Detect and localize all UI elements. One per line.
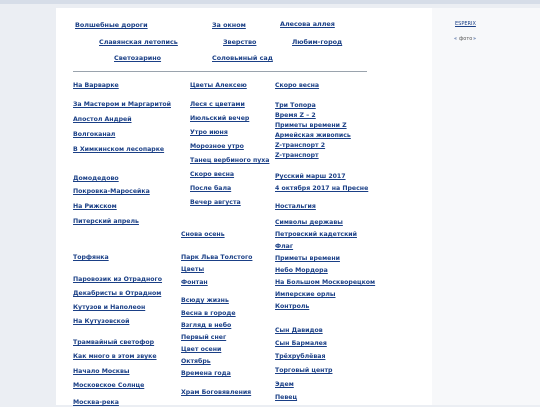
sidebar-caption: фото bbox=[459, 36, 473, 42]
gallery-link[interactable]: Торфянка bbox=[73, 254, 109, 261]
top-nav-link[interactable]: Алесова аллея bbox=[280, 20, 335, 28]
gallery-link[interactable]: Певец bbox=[275, 394, 298, 401]
gallery-link[interactable]: Русский марш 2017 bbox=[275, 173, 346, 180]
prev-arrow-icon[interactable]: « bbox=[454, 36, 458, 42]
gallery-link[interactable]: 4 октября 2017 на Пресне bbox=[275, 185, 369, 192]
gallery-link[interactable]: Трамвайный светофор bbox=[73, 339, 155, 346]
gallery-link[interactable]: Эдем bbox=[275, 381, 294, 388]
gallery-link[interactable]: Трёхрублёвая bbox=[275, 353, 326, 360]
gallery-link[interactable]: Взгляд в небо bbox=[181, 322, 232, 329]
gallery-link[interactable]: Цветы bbox=[181, 266, 205, 273]
gallery-link[interactable]: Утро июня bbox=[190, 129, 228, 136]
gallery-link[interactable]: Время Z – 2 bbox=[275, 112, 316, 119]
gallery-link[interactable]: Сын Давидов bbox=[275, 327, 323, 334]
gallery-link[interactable]: Цвет осени bbox=[181, 346, 222, 353]
gallery-link[interactable]: Приметы времени Z bbox=[275, 122, 347, 129]
gallery-link[interactable]: Весна в городе bbox=[181, 310, 236, 317]
gallery-link[interactable]: Октябрь bbox=[181, 358, 211, 365]
gallery-link[interactable]: Как много в этом звуке bbox=[73, 353, 157, 360]
gallery-link[interactable]: Декабристы в Отрадном bbox=[73, 290, 162, 297]
gallery-link[interactable]: Небо Мордора bbox=[275, 267, 328, 274]
top-nav-link[interactable]: Соловьиный сад bbox=[212, 54, 273, 62]
gallery-link[interactable]: Храм Боговявления bbox=[181, 389, 252, 396]
gallery-link[interactable]: Z-транспорт 2 bbox=[275, 142, 326, 149]
gallery-link[interactable]: Кутузов и Наполеон bbox=[73, 304, 146, 311]
gallery-link[interactable]: Питерский апрель bbox=[73, 218, 139, 225]
gallery-link[interactable]: Контроль bbox=[275, 303, 310, 310]
gallery-link[interactable]: Начало Москвы bbox=[73, 368, 130, 375]
gallery-link[interactable]: На Варварке bbox=[73, 82, 119, 89]
top-nav-link[interactable]: Волшебные дороги bbox=[75, 21, 148, 29]
gallery-link[interactable]: Снова осень bbox=[181, 231, 225, 238]
gallery-link[interactable]: Имперские орлы bbox=[275, 291, 336, 298]
gallery-link[interactable]: Торговый центр bbox=[275, 367, 333, 374]
gallery-link[interactable]: Домодедово bbox=[73, 175, 119, 182]
gallery-link[interactable]: Скоро весна bbox=[275, 82, 320, 89]
top-nav-link[interactable]: Славянская летопись bbox=[99, 38, 178, 46]
gallery-link[interactable]: На Рижском bbox=[73, 203, 117, 210]
top-nav-link[interactable]: За окном bbox=[212, 21, 246, 29]
gallery-link[interactable]: Цветы Алексею bbox=[190, 82, 247, 89]
gallery-link[interactable]: Z-транспорт bbox=[275, 152, 319, 159]
gallery-link[interactable]: Московское Солнце bbox=[73, 382, 145, 389]
gallery-link[interactable]: Ностальгия bbox=[275, 203, 316, 210]
top-nav-link[interactable]: Зверство bbox=[223, 38, 257, 46]
gallery-link[interactable]: Армейская живопись bbox=[275, 132, 351, 139]
top-strip bbox=[0, 0, 540, 4]
gallery-link[interactable]: После бала bbox=[190, 185, 232, 192]
right-sidebar bbox=[432, 8, 540, 405]
gallery-link[interactable]: Апостол Андрей bbox=[73, 116, 132, 123]
gallery-link[interactable]: Июльский вечер bbox=[190, 115, 250, 122]
gallery-link[interactable]: Вечер августа bbox=[190, 199, 241, 206]
gallery-link[interactable]: Паровозик из Отрадного bbox=[73, 276, 163, 283]
gallery-link[interactable]: Волгоканал bbox=[73, 131, 116, 138]
gallery-link[interactable]: За Мастером и Маргаритой bbox=[73, 101, 171, 108]
gallery-link[interactable]: Флаг bbox=[275, 243, 294, 250]
gallery-link[interactable]: Символы державы bbox=[275, 219, 343, 226]
gallery-link[interactable]: Первый снег bbox=[181, 334, 227, 341]
gallery-link[interactable]: Москва-река bbox=[73, 399, 119, 406]
next-arrow-icon[interactable]: » bbox=[473, 36, 477, 42]
gallery-link[interactable]: Морозное утро bbox=[190, 143, 244, 150]
gallery-link[interactable]: Леся с цветами bbox=[190, 101, 245, 108]
gallery-link[interactable]: Всюду жизнь bbox=[181, 297, 229, 304]
gallery-link[interactable]: Скоро весна bbox=[190, 171, 235, 178]
gallery-link[interactable]: Танец вербиного пуха bbox=[190, 157, 270, 164]
sidebar-logo-link[interactable]: ESPERIX bbox=[455, 21, 476, 27]
divider bbox=[73, 71, 367, 72]
gallery-link[interactable]: На Большом Москворецком bbox=[275, 279, 376, 286]
gallery-link[interactable]: Три Топора bbox=[275, 102, 316, 109]
gallery-link[interactable]: На Кутузовской bbox=[73, 318, 130, 325]
gallery-link[interactable]: Сын Бармалея bbox=[275, 340, 327, 347]
gallery-link[interactable]: Парк Льва Толстого bbox=[181, 254, 253, 261]
top-nav-link[interactable]: Светозарино bbox=[114, 54, 162, 62]
gallery-link[interactable]: В Химкинском лесопарке bbox=[73, 146, 165, 153]
gallery-link[interactable]: Времена года bbox=[181, 370, 231, 377]
gallery-link[interactable]: Петровский кадетский bbox=[275, 231, 357, 238]
gallery-link[interactable]: Покровка-Маросейка bbox=[73, 188, 150, 195]
top-nav-link[interactable]: Любим-город bbox=[292, 38, 343, 46]
gallery-link[interactable]: Приметы времени bbox=[275, 255, 340, 262]
gallery-link[interactable]: Фонтан bbox=[181, 279, 208, 286]
